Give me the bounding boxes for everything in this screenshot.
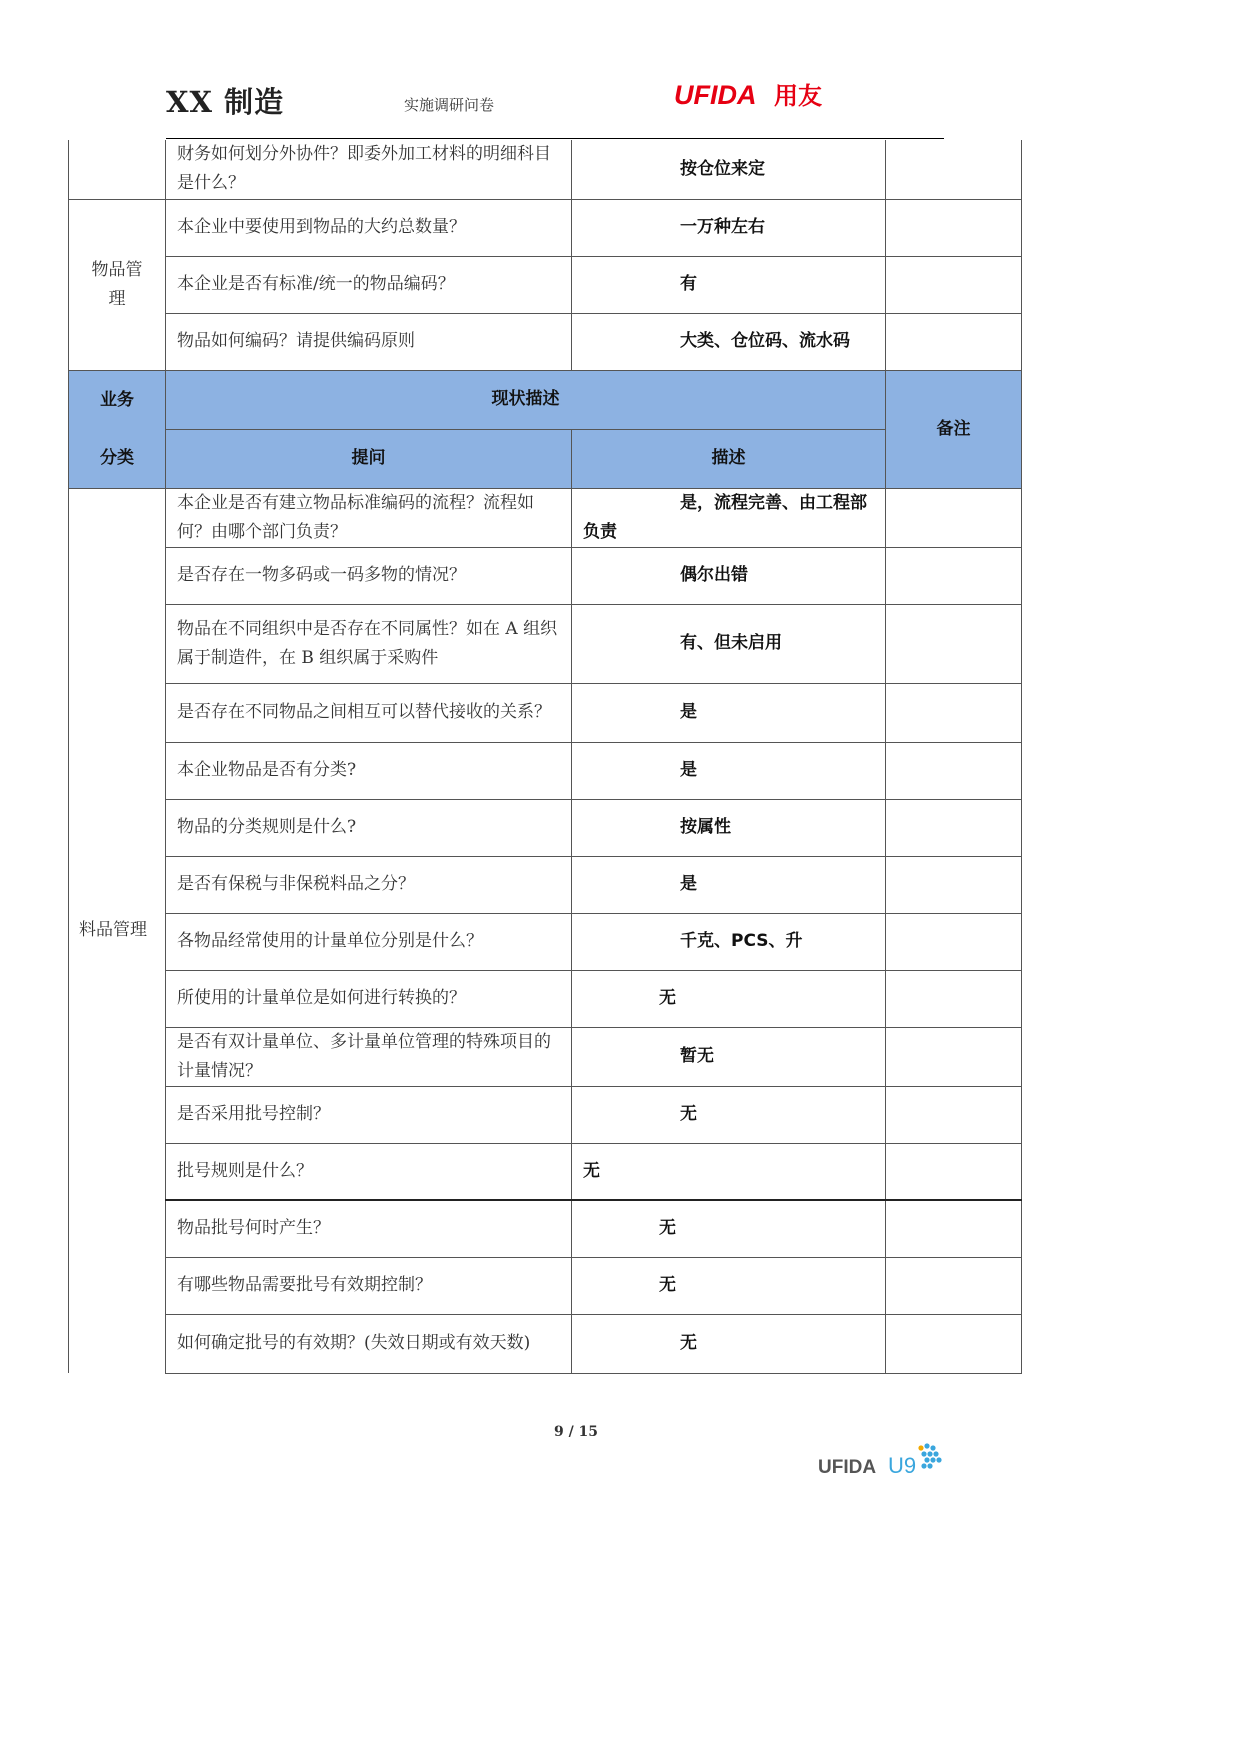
answer-cell: 无 [572,1314,886,1373]
remark-cell [886,970,1022,1027]
table-row [69,1027,1022,1086]
document-subtitle: 实施调研问卷 [404,96,495,114]
remark-cell [886,256,1022,313]
answer-cell: 大类、仓位码、流水码 [572,313,886,370]
question-cell: 批号规则是什么？ [166,1143,572,1200]
answer-cell: 是 [572,856,886,913]
survey-table [68,140,1022,1374]
question-cell: 是否有双计量单位、多计量单位管理的特殊项目的计量情况？ [166,1027,572,1086]
remark-cell [886,488,1022,547]
answer-cell: 暂无 [572,1027,886,1086]
remark-cell [886,604,1022,683]
header-category-cell [69,370,166,488]
answer-cell: 无 [572,970,886,1027]
ufida-logo [674,79,834,115]
table-row [69,1257,1022,1314]
category-cell-wupin: 物品管理 [69,199,166,370]
page-number: 9 / 15 [553,1424,599,1440]
question-cell: 是否存在不同物品之间相互可以替代接收的关系？ [166,683,572,742]
answer-cell: 偶尔出错 [572,547,886,604]
remark-cell [886,1314,1022,1373]
question-cell: 各物品经常使用的计量单位分别是什么？ [166,913,572,970]
table-row [69,604,1022,683]
question-cell: 本企业物品是否有分类? [166,742,572,799]
logo-text-cn: 用友 [774,82,822,110]
answer-cell: 按属性 [572,799,886,856]
table-row [69,140,1022,199]
header-category-line2: 分类 [100,448,134,468]
table-row [69,256,1022,313]
header-status-cell: 现状描述 [166,370,886,429]
question-cell: 是否有保税与非保税料品之分？ [166,856,572,913]
answer-cell: 按仓位来定 [572,140,886,199]
answer-cell: 有、但未启用 [572,604,886,683]
question-cell: 物品的分类规则是什么? [166,799,572,856]
footer-logo-suffix: U9 [888,1453,917,1478]
question-cell: 是否存在一物多码或一码多物的情况？ [166,547,572,604]
answer-cell: 有 [572,256,886,313]
remark-cell [886,913,1022,970]
answer-cell: 是 [572,683,886,742]
table-row [69,742,1022,799]
header-remark-cell: 备注 [886,370,1022,488]
question-cell: 物品在不同组织中是否存在不同属性？如在 A 组织属于制造件，在 B 组织属于采购件 [166,604,572,683]
table-row [69,856,1022,913]
table-row [69,1200,1022,1257]
answer-cell: 无 [572,1200,886,1257]
question-cell: 有哪些物品需要批号有效期控制？ [166,1257,572,1314]
ufida-logo-graphic [674,79,834,111]
table-row [69,683,1022,742]
table-row [69,199,1022,256]
remark-cell [886,1027,1022,1086]
remark-cell [886,683,1022,742]
question-cell: 本企业是否有建立物品标准编码的流程？流程如何？由哪个部门负责？ [166,488,572,547]
remark-cell [886,547,1022,604]
logo-text-en: UFIDA [674,80,757,110]
answer-cell: 是，流程完善、由工程部负责 [572,488,886,547]
question-cell: 如何确定批号的有效期？(失效日期或有效天数) [166,1314,572,1373]
remark-cell [886,140,1022,199]
answer-cell: 无 [572,1086,886,1143]
remark-cell [886,799,1022,856]
header-question-cell: 提问 [166,429,572,488]
remark-cell [886,313,1022,370]
table-header-row [69,429,1022,488]
question-cell: 财务如何划分外协件？即委外加工材料的明细科目是什么？ [166,140,572,199]
question-cell: 本企业是否有标准/统一的物品编码？ [166,256,572,313]
remark-cell [886,856,1022,913]
ufida-u9-logo-graphic [818,1440,944,1480]
table-row [69,799,1022,856]
remark-cell [886,1257,1022,1314]
table-row [69,547,1022,604]
remark-cell [886,1200,1022,1257]
table-row [69,313,1022,370]
question-cell: 是否采用批号控制？ [166,1086,572,1143]
footer-logo-text: UFIDA [818,1457,877,1478]
table-row [69,1086,1022,1143]
answer-cell: 无 [572,1257,886,1314]
table-row [69,1314,1022,1373]
logo-dots-icon [918,1443,941,1468]
answer-cell: 是 [572,742,886,799]
table-row [69,970,1022,1027]
answer-cell: 千克、PCS、升 [572,913,886,970]
remark-cell [886,742,1022,799]
question-cell: 所使用的计量单位是如何进行转换的？ [166,970,572,1027]
table-row [69,1143,1022,1200]
question-cell: 物品批号何时产生？ [166,1200,572,1257]
remark-cell [886,1086,1022,1143]
header-rule [166,138,944,139]
table-header-row [69,370,1022,429]
category-cell-continued [69,140,166,199]
table-row [69,913,1022,970]
document-title: XX 制造 [166,85,285,119]
header-category-line1: 业务 [100,390,134,410]
table-row [69,488,1022,547]
question-cell: 物品如何编码？请提供编码原则 [166,313,572,370]
answer-cell: 无 [572,1143,886,1200]
question-cell: 本企业中要使用到物品的大约总数量？ [166,199,572,256]
ufida-u9-logo [818,1440,944,1484]
answer-cell: 一万种左右 [572,199,886,256]
remark-cell [886,1143,1022,1200]
remark-cell [886,199,1022,256]
header-description-cell: 描述 [572,429,886,488]
category-cell-liaopin: 料品管理 [69,488,166,1373]
